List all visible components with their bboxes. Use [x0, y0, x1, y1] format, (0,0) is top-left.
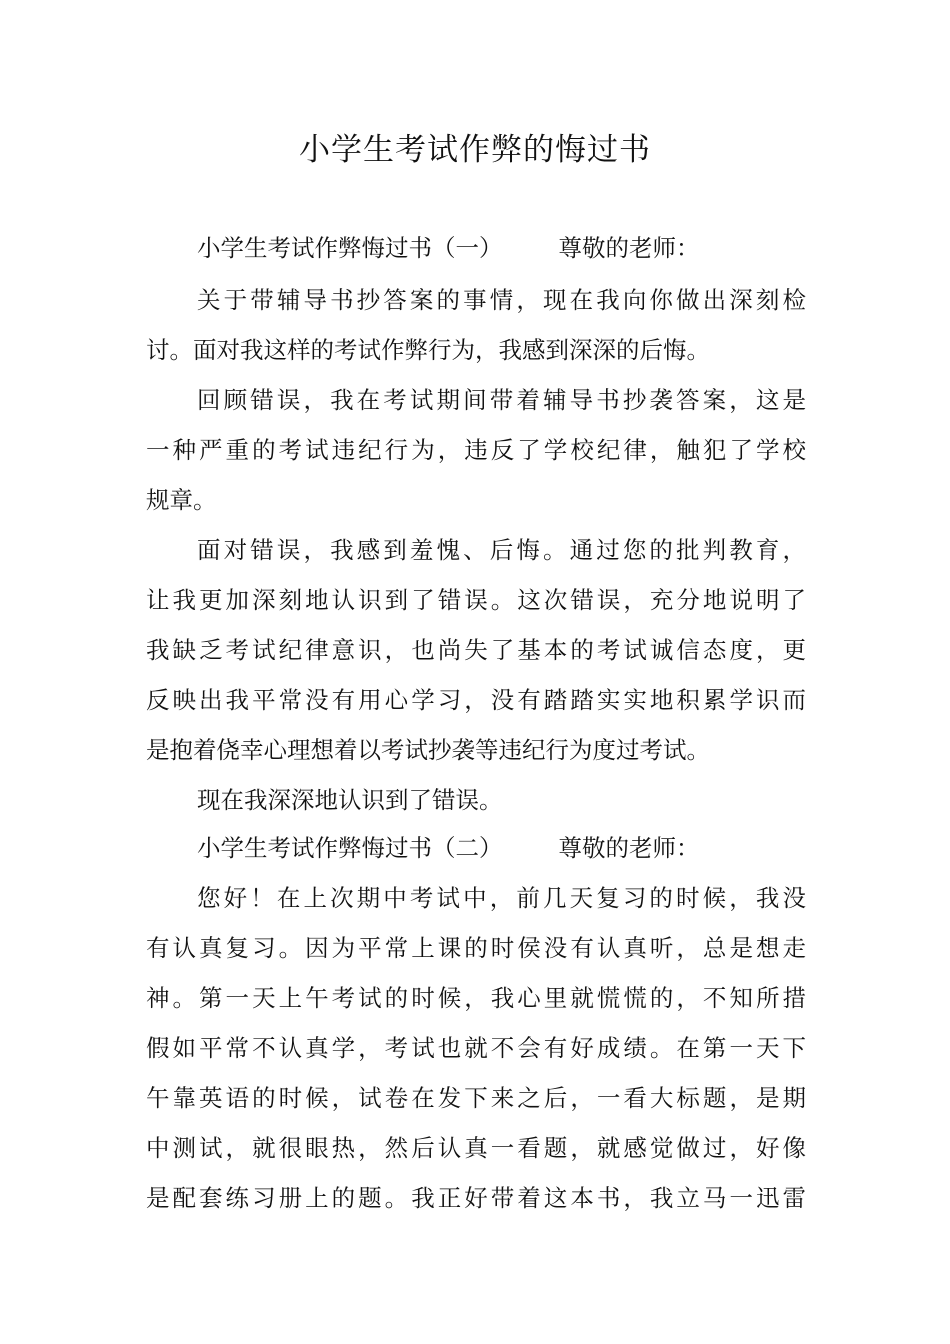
section-1-title: 小学生考试作弊悔过书（一） — [197, 234, 503, 262]
section-heading-2 — [197, 832, 806, 864]
paragraph-line: 午靠英语的时候，试卷在发下来之后，一看大标题，是期 — [146, 1084, 806, 1112]
paragraph-line: 假如平常不认真学，考试也就不会有好成绩。在第一天下 — [146, 1034, 806, 1062]
paragraph-line: 有认真复习。因为平常上课的时侯没有认真听，总是想走 — [146, 934, 806, 962]
paragraph-line: 规章。 — [146, 486, 217, 514]
paragraph-line: 中测试，就很眼热，然后认真一看题，就感觉做过，好像 — [146, 1134, 806, 1162]
paragraph-line: 面对错误，我感到羞愧、后悔。通过您的批判教育， — [197, 536, 806, 564]
document-title: 小学生考试作弊的悔过书 — [299, 132, 651, 168]
section-2-title: 小学生考试作弊悔过书（二） — [197, 834, 503, 862]
paragraph-line: 回顾错误，我在考试期间带着辅导书抄袭答案，这是 — [197, 386, 806, 414]
paragraph-line: 现在我深深地认识到了错误。 — [197, 786, 503, 814]
section-heading-1 — [197, 232, 806, 264]
paragraph-line: 让我更加深刻地认识到了错误。这次错误，充分地说明了 — [146, 586, 806, 614]
section-1-salutation: 尊敬的老师： — [558, 234, 700, 262]
paragraph-line: 一种严重的考试违纪行为，违反了学校纪律，触犯了学校 — [146, 436, 806, 464]
paragraph-line: 神。第一天上午考试的时候，我心里就慌慌的，不知所措 — [146, 984, 806, 1012]
paragraph-line: 是配套练习册上的题。我正好带着这本书，我立马一迅雷 — [146, 1184, 806, 1212]
paragraph-line: 关于带辅导书抄答案的事情，现在我向你做出深刻检 — [197, 286, 806, 314]
paragraph-line: 反映出我平常没有用心学习，没有踏踏实实地积累学识而 — [146, 686, 806, 714]
section-2-salutation: 尊敬的老师： — [558, 834, 700, 862]
paragraph-line: 是抱着侥幸心理想着以考试抄袭等违纪行为度过考试。 — [146, 736, 710, 764]
paragraph-line: 我缺乏考试纪律意识，也尚失了基本的考试诚信态度，更 — [146, 636, 806, 664]
paragraph-line: 讨。面对我这样的考试作弊行为，我感到深深的后悔。 — [146, 336, 710, 364]
paragraph-line: 您好！在上次期中考试中，前几天复习的时候，我没 — [197, 884, 806, 912]
